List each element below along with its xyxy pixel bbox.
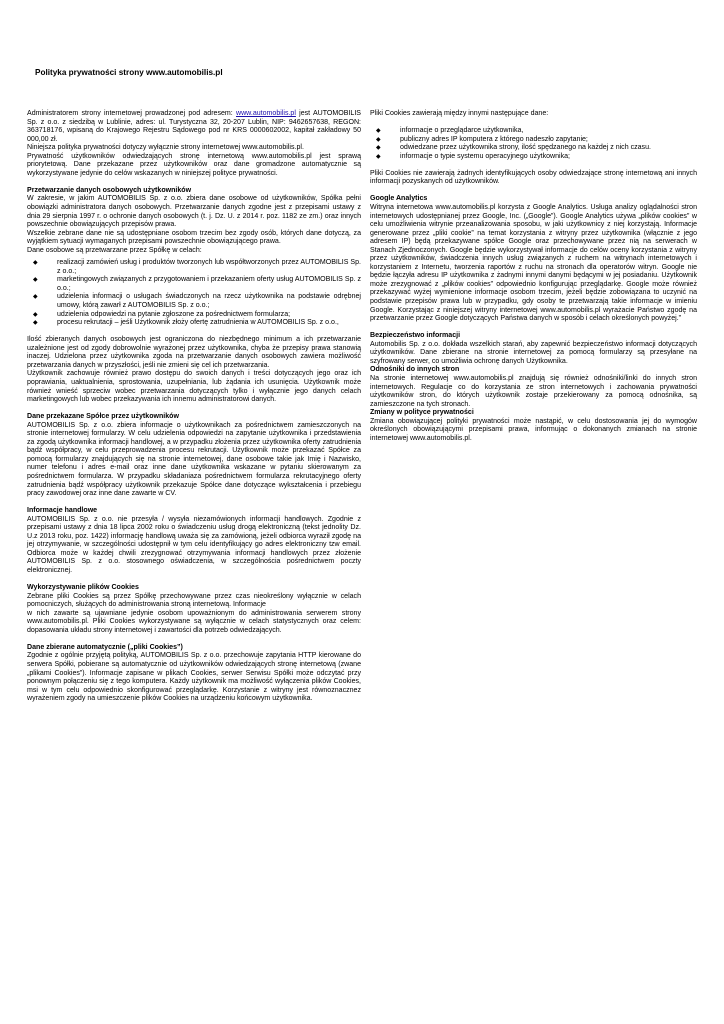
- cookies-use-paragraph-1: Zebrane pliki Cookies są przez Spółkę przechowywane przez czas nieokreślony wyłącznie w celach pomocniczych, służących do administrowania stroną internetową. Informacje: [27, 592, 361, 609]
- admin-text-start: Administratorem strony internetowej prowadzonej pod adresem:: [27, 110, 236, 117]
- heading-analytics: Google Analytics: [370, 195, 428, 203]
- admin-paragraph: [27, 110, 361, 144]
- processing-paragraph-1: W zakresie, w jakim AUTOMOBILIS Sp. z o.o. zbiera dane osobowe od użytkowników, Spółka pełni obowiązki administratora danych osobowych. Przetwarzanie danych zgodne jest z przepisami ustawy z dnia 29 sierpnia 1997 r. o ochronie danych osobowych (t. j. Dz. U. z 2014 r. poz. 1182 ze zm.) oraz innych powszechnie obowiązujących przepisów prawa.: [27, 195, 361, 229]
- list-item: ◆ publiczny adres IP komputera z którego nadeszło zapytanie;: [376, 136, 697, 145]
- heading-processing: Przetwarzanie danych osobowych użytkowników: [27, 186, 192, 194]
- list-item: ◆ udzielenia informacji o usługach świadczonych na rzecz użytkownika na podstawie odrębnej umowy, którą zawarł z AUTOMOBILIS Sp. z o.o.;: [33, 293, 361, 310]
- cookies-use-paragraph-2: w nich zawarte są ujawniane jedynie osobom upoważnionym do administrowania serwerem strony www.automobilis.pl. Pliki Cookies wykorzystywane są wyłącznie w celach statystycznych oraz celem: dopasowania układu strony internetowej i zawartości dla potrzeb odwiedzających.: [27, 609, 361, 634]
- security-paragraph: Automobilis Sp. z o.o. dokłada wszelkich starań, aby zapewnić bezpieczeństwo informacji dotyczących użytkowników. Dane zbierane na stronie internetowej za pomocą formularzy są przesyłane na szyfrowany serwer, co umożliwia ochronę danych Użytkownika.: [370, 340, 697, 365]
- heading-auto-data: Dane zbierane automatycznie („pliki Cookies”): [27, 643, 183, 651]
- list-item: ◆ udzielenia odpowiedzi na pytanie zgłoszone za pośrednictwem formularza;: [33, 311, 361, 320]
- heading-security: Bezpieczeństwo informacji: [370, 332, 461, 340]
- analytics-paragraph: Witryna internetowa www.automobilis.pl korzysta z Google Analytics. Usługa analizy oglądalności stron internetowych udostępnianej przez Google, Inc. („Google”). Google Analytics używa „plików cookies” w celu umożliwienia witrynie przeanalizowania sposobu, w jaki użytkownicy z niej korzystają. Informacje generowane przez „pliki cookie” na temat korzystania z witryny przez użytkownika (włącznie z jego adresem IP) będą przekazywane spółce Google oraz przechowywane przez nią na serwerach w Stanach Zjednoczonych. Google będzie wykorzystywał informacje do celów oceny korzystania z witryny przez użytkowników, świadczenia innych usług związanych z ruchem na witrynach internetowych i korzystaniem z Internetu, tworzenia raportów z ruchu na stronach dla operatorów witryn. Google nie będzie łączyła adresu IP użytkownika z żadnymi innymi danymi będącymi w jej posiadaniu. Użytkownik może zrezygnować z „plików cookies” odpowiednio konfigurując przeglądarkę. Google może również przekazywać wyżej wymienione informacje osobom trzecim, jeżeli będzie zobowiązana to uczynić na podstawie przepisów prawa lub w przypadku, gdy osoby te przetwarzają takie informacje w imieniu Google. Korzystając z niniejszej witryny internetowej www.automobilis.pl wyrażacie Państwo zgodę na przetwarzanie przez Google dotyczących Państwa danych w sposób i celach określonych powyżej.”: [370, 204, 697, 323]
- purposes-list: [33, 259, 361, 327]
- heading-cookies-use: Wykorzystywanie plików Cookies: [27, 584, 139, 592]
- purposes-intro: Dane osobowe są przetwarzane przez Spółkę w celach:: [27, 246, 202, 254]
- auto-data-paragraph: Zgodnie z ogólnie przyjętą polityką, AUTOMOBILIS Sp. z o.o. przechowuje zapytania HTTP kierowane do serwera Spółki, pobierane są automatycznie od użytkowników odwiedzających stronę internetową (zwane „plikami Cookies”). Informacje zapisane w plikach Cookies, serwer Serwisu Spółki może odczytać przy ponownym połączeniu się z tego komputera. Każdy użytkownik ma możliwość wyłączenia plików Cookies, msi w tym celu odpowiednio skonfigurować przeglądarkę. Korzystanie z witryny jest równoznacznez wyrażeniem zgody na umieszczenie plików Cookies na urządzeniu końcowym użytkownika.: [27, 652, 361, 703]
- list-item: ◆ informacje o typie systemu operacyjnego użytkownika;: [376, 153, 697, 162]
- list-item: ◆ odwiedzane przez użytkownika strony, ilość spędzanego na każdej z nich czasu.: [376, 144, 697, 153]
- list-item: ◆ realizacji zamówień usług i produktów tworzonych lub współtworzonych przez AUTOMOBILIS Sp. z o.o.;: [33, 259, 361, 276]
- heading-transferred: Dane przekazane Spółce przez użytkowników: [27, 413, 179, 421]
- changes-paragraph: Zmiana obowiązującej polityki prywatności może nastąpić, w celu dostosowania jej do wymogów określonych obowiązującymi przepisami prawa, informując o dokonanych zmianach na stronie internetowej www.automobilis.pl.: [370, 417, 697, 442]
- transferred-paragraph: AUTOMOBILIS Sp. z o.o. zbiera informacje o użytkownikach za pośrednictwem zamieszczonych na stronie internetowej formularzy. W celu udzielenia odpowiedzi na zapytanie użytkownika i przedstawienia za zgodą użytkownika informacji handlowej, a w przypadku złożenia przez użytkownika oferty zatrudnienia bądź współpracy, w celu przeprowadzenia procesu rekrutacji. Użytkownik może przekazać Spółce za pomocą formularzy znajdujących się na stronie internetowej, dane osobowe takie jak Imię i Nazwisko, numer telefonu i adres e-mail oraz inne dane użytkownika wskazane w pytaniu skierowanym za pośrednictwem formularza. W przypadku składaniaza pośrednictwem formularza rekrutacyjnego oferty zatrudnienia bądź współpracy użytkownik przekazuje Spółce dane dotyczące wykształcenia i przebiegu pracy zawodowej oraz inne dane zawarte w CV.: [27, 421, 361, 498]
- processing-paragraph-2: Wszelkie zebrane dane nie są udostępniane osobom trzecim bez zgody osób, których dane dotyczą, za wyjątkiem sytuacji wymaganych przepisami powszechnie obowiązującego prawa.: [27, 229, 361, 246]
- scope-paragraph: Niniejsza polityka prywatności dotyczy wyłącznie strony internetowej www.automobilis.pl.: [27, 144, 304, 152]
- right-column: [370, 110, 697, 443]
- list-item: ◆ procesu rekrutacji – jeśli Użytkownik złoży ofertę zatrudnienia w AUTOMOBILIS Sp. z o.o.,: [33, 319, 361, 328]
- website-link[interactable]: www.automobilis.pl: [235, 110, 296, 117]
- data-scope-paragraph-2: Użytkownik zachowuje również prawo dostępu do swoich danych i treści dotyczących jego oraz ich poprawiania, uaktualnienia, sprostowania, uzupełniania, lub żądania ich usunięcia. Użytkownik może również wnieść sprzeciw wobec przetwarzania dotyczących tylko i wyłącznie jego danych celach marketingowych lub wobec przekazywania ich innemu administratorowi danych.: [27, 370, 361, 404]
- list-item: ◆ marketingowych związanych z przygotowaniem i przekazaniem oferty usług AUTOMOBILIS Sp. z o.o.;: [33, 276, 361, 293]
- page-title: Polityka prywatności strony www.automobilis.pl: [35, 68, 223, 77]
- priority-paragraph: Prywatność użytkowników odwiedzających stronę internetową www.automobilis.pl jest sprawą priorytetową. Dane przekazane przez użytkowników oraz dane gromadzone automatycznie są wykorzystywane jedynie do celów wskazanych w niniejszej polityce prywatności.: [27, 152, 361, 177]
- no-identification-paragraph: Pliki Cookies nie zawierają żadnych identyfikujących osoby odwiedzające stronę internetową ani innych informacji pozyskanych od użytkowników.: [370, 169, 697, 186]
- heading-links: Odnośniki do innych stron: [370, 366, 460, 374]
- heading-commercial: Informacje handlowe: [27, 507, 98, 515]
- cookie-data-list: [376, 127, 697, 161]
- commercial-paragraph: AUTOMOBILIS Sp. z o.o. nie przesyła / wysyła niezamówionych informacji handlowych. Zgodnie z przepisami ustawy z dnia 18 lipca 2002 roku o świadczeniu usług drogą elektroniczną (tekst jednolity Dz. U.z 2013 roku, poz. 1422) informację handlową uważa się za zamówioną, jeżeli odbiorca wyraził zgodę na jej otrzymywanie, w szczególności udostępnił w tym celu identyfikujący go adres elektroniczny tzw email. Odbiorca może w każdej chwili zrezygnować otrzymywania informacji handlowych przez złożenie AUTOMOBILIS Sp. z o.o. stosownego oświadczenia, w szczególnościa pośrednictwem poczty elektronicznej.: [27, 515, 361, 574]
- heading-changes: Zmiany w polityce prywatności: [370, 409, 474, 417]
- admin-text-end: jest AUTOMOBILIS Sp. z o.o. z siedzibą w Lublinie, adres: ul. Turystyczna 32, 20-207 Lublin, NIP: 9462657638, REGON: 363718176, wpisaną do Krajowego Rejestru Sądowego pod nr KRS 0000602002, kapitał zakładowy 50 000,00 zł.: [27, 110, 361, 143]
- data-scope-paragraph-1: Ilość zbieranych danych osobowych jest ograniczona do niezbędnego minimum a ich przetwarzanie uzależnione jest od zgody dobrowolnie wyrażonej przez użytkownika, chyba że przepisy prawa stanowią inaczej. Udzielona przez użytkownika zgoda na przetwarzanie danych osobowych zawiera możliwość przetwarzania danych w przyszłości, jeśli nie zmieni się cel ich przetwarzania.: [27, 336, 361, 369]
- list-item: ◆ informacje o przeglądarce użytkownika,: [376, 127, 697, 136]
- cookies-contain-intro: Pliki Cookies zawierają między innymi następujące dane:: [370, 110, 549, 117]
- left-column: [27, 110, 361, 704]
- links-paragraph: Na stronie internetowej www.automobilis.pl znajdują się również odnośniki/linki do innych stron internetowych. Regulacje co do korzystania ze stron internetowych i zachowania prywatności użytkowników stron, do których użytkownik zostaje przekierowany za pomocą odnośnika, są zamieszczone na tych stronach.: [370, 374, 697, 408]
